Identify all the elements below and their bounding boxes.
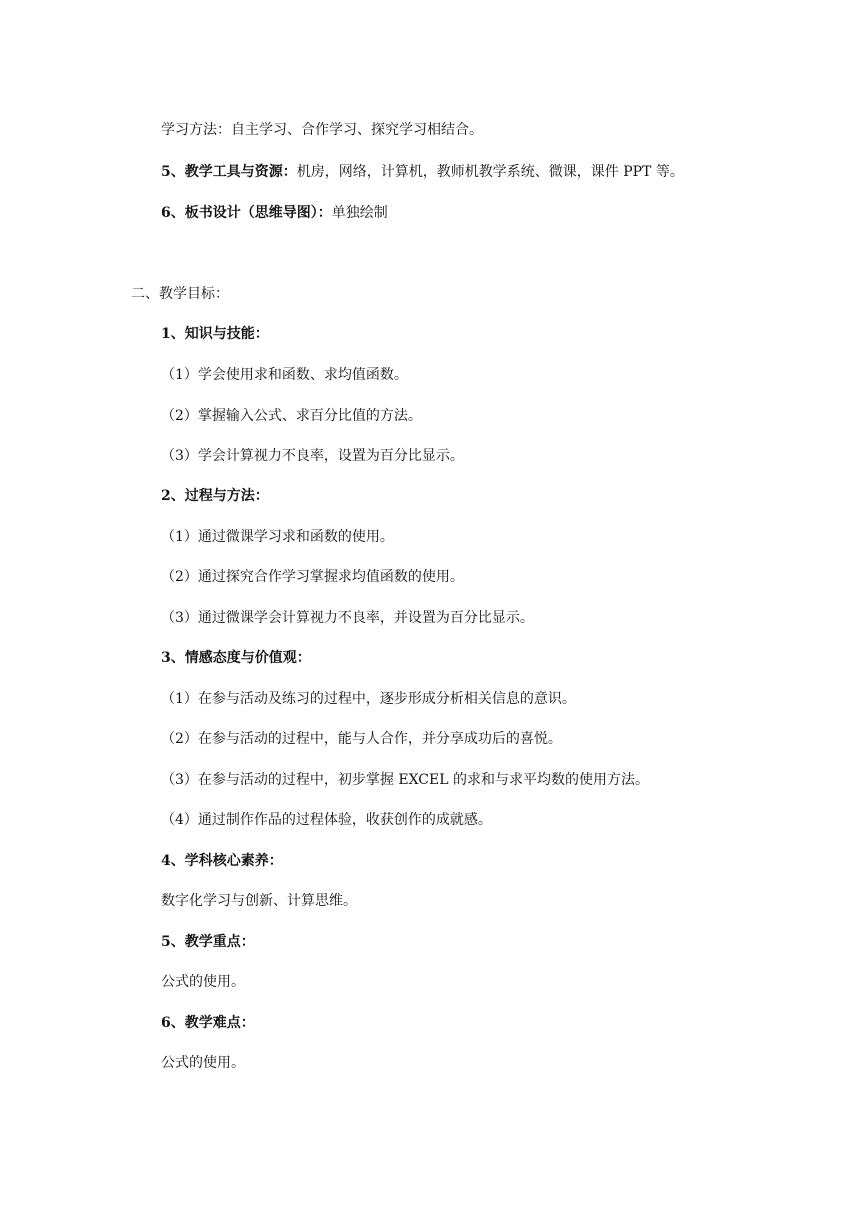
list-item: （2）掌握输入公式、求百分比值的方法。 <box>161 408 422 424</box>
tools-resources <box>161 162 684 182</box>
tools-resources-value: 机房，网络，计算机，教师机教学系统、微课，课件 PPT 等。 <box>296 164 684 180</box>
key-point-text: 公式的使用。 <box>161 974 245 990</box>
core-literacy-title: 4、学科核心素养： <box>161 853 283 869</box>
list-item: （3）通过微课学会计算视力不良率，并设置为百分比显示。 <box>161 610 534 626</box>
tools-resources-label: 5、教学工具与资源： <box>161 164 297 180</box>
board-design-value: 单独绘制 <box>331 205 388 221</box>
list-item: （1）在参与活动及练习的过程中，逐步形成分析相关信息的意识。 <box>161 691 576 707</box>
knowledge-skills-title: 1、知识与技能： <box>161 326 269 342</box>
list-item: （3）学会计算视力不良率，设置为百分比显示。 <box>161 448 464 464</box>
key-point-title: 5、教学重点： <box>161 934 255 950</box>
list-item: （2）在参与活动的过程中，能与人合作，并分享成功后的喜悦。 <box>161 731 562 747</box>
list-item: （1）学会使用求和函数、求均值函数。 <box>161 367 408 383</box>
difficulty-title: 6、教学难点： <box>161 1015 255 1031</box>
board-design-label: 6、板书设计（思维导图）： <box>161 205 332 221</box>
learning-method: 学习方法：自主学习、合作学习、探究学习相结合。 <box>161 122 483 138</box>
list-item: （3）在参与活动的过程中，初步掌握 EXCEL 的求和与求平均数的使用方法。 <box>161 772 649 788</box>
difficulty-text: 公式的使用。 <box>161 1055 245 1071</box>
board-design <box>161 203 388 223</box>
list-item: （1）通过微课学习求和函数的使用。 <box>161 529 394 545</box>
process-methods-title: 2、过程与方法： <box>161 488 269 504</box>
list-item: （4）通过制作作品的过程体验，收获创作的成就感。 <box>161 812 492 828</box>
core-literacy-text: 数字化学习与创新、计算思维。 <box>161 893 357 909</box>
list-item: （2）通过探究合作学习掌握求均值函数的使用。 <box>161 569 464 585</box>
emotion-values-title: 3、情感态度与价值观： <box>161 650 311 666</box>
section-heading-objectives: 二、教学目标： <box>131 286 229 302</box>
